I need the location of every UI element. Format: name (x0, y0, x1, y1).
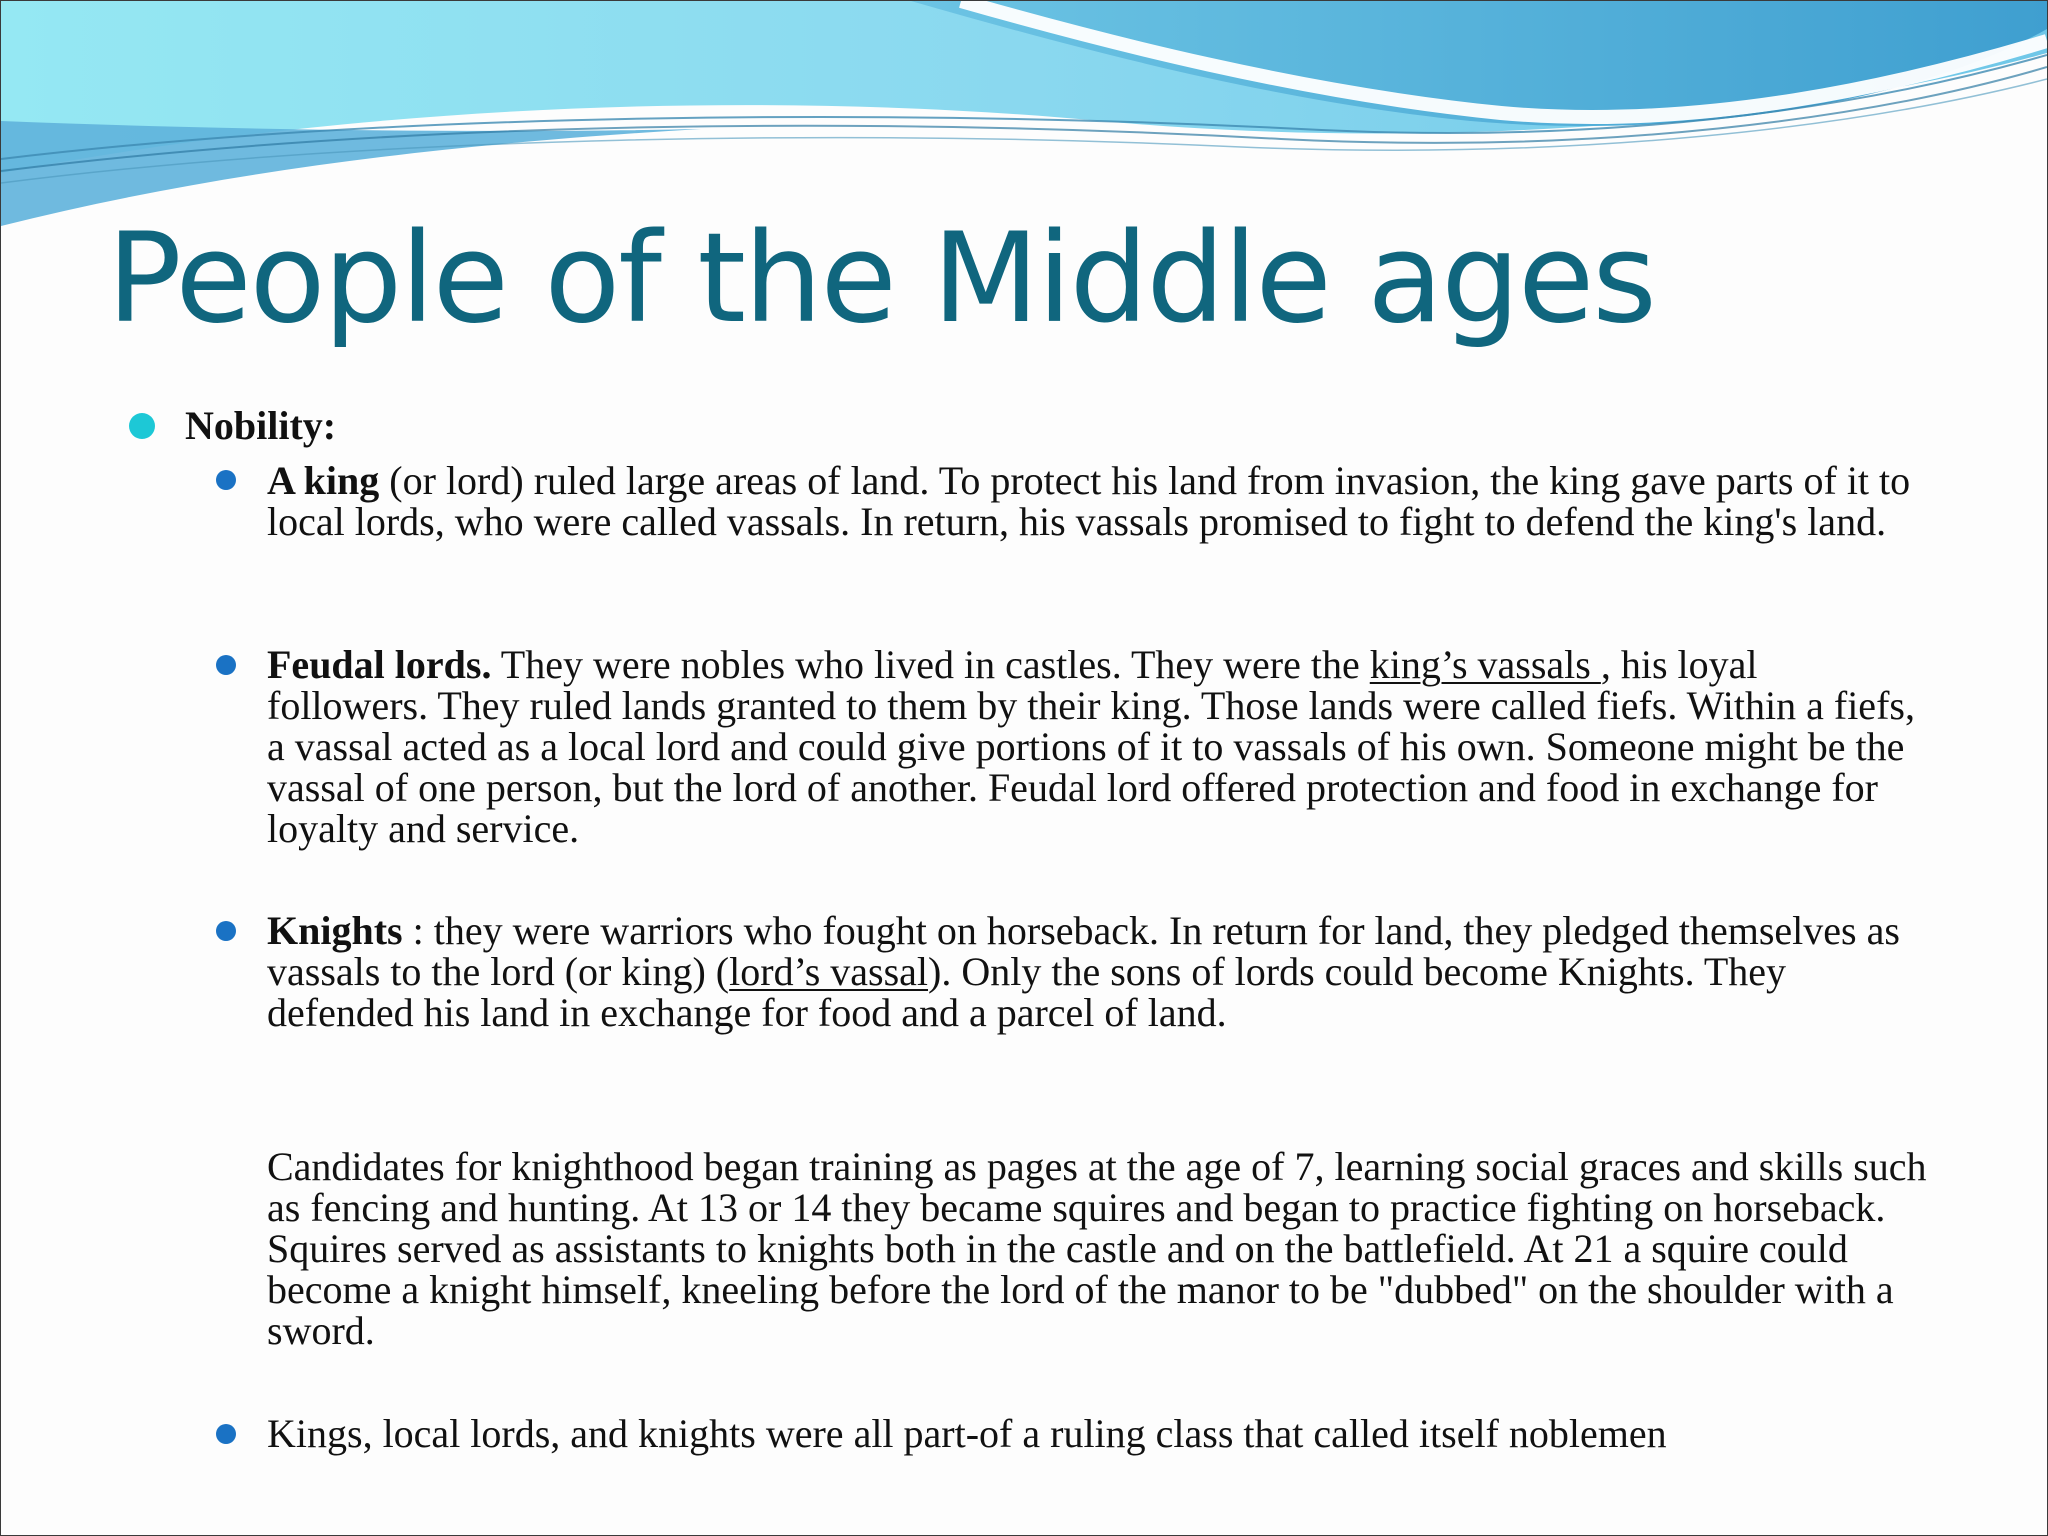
knighthood-paragraph (267, 1146, 1927, 1351)
point-feudal-lords-term: Feudal lords. (267, 642, 492, 687)
level2-bullet (216, 1424, 236, 1444)
point-feudal-lords (267, 644, 1927, 849)
section-heading-nobility: Nobility: (185, 403, 337, 448)
level2-bullet (216, 921, 236, 941)
level2-bullet (216, 655, 236, 675)
lords-vassal-underlined: lord’s vassal (729, 949, 929, 994)
point-knights (267, 910, 1927, 1033)
point-king-text: (or lord) ruled large areas of land. To protect his land from invasion, the king gave parts of it to local lords, who were called vassals. In return, his vassals promised to fight to defend the king's land. (267, 458, 1911, 544)
point-noblemen-text: Kings, local lords, and knights were all part-of a ruling class that called itself noblemen (267, 1411, 1667, 1456)
level2-bullet (216, 470, 236, 490)
point-feudal-lords-text-2: , his loyal followers. They ruled lands granted to them by their king. Those lands were called fiefs. Within a fiefs, a vassal acted as a local lord and could give portions of it to vassals of his own. Someone might be the vassal of one person, but the lord of another. Feudal lord offered protection and food in exchange for loyalty and service. (267, 642, 1915, 851)
level1-bullet (129, 413, 155, 439)
point-feudal-lords-text-1: They were nobles who lived in castles. They were the (491, 642, 1370, 687)
header-wave-decoration (1, 1, 2047, 241)
knighthood-paragraph-text: Candidates for knighthood began training as pages at the age of 7, learning social graces and skills such as fencing and hunting. At 13 or 14 they became squires and began to practice fighting on horseback. Squires served as assistants to knights both in the castle and on the battlefield. At 21 a squire could become a knight himself, kneeling before the lord of the manor to be "dubbed" on the shoulder with a sword. (267, 1144, 1927, 1353)
point-knights-text-2: ). Only the sons of lords could become Knights. They defended his land in exchange for food and a parcel of land. (267, 949, 1787, 1035)
point-king (267, 460, 1927, 542)
slide-title: People of the Middle ages (107, 207, 1655, 351)
point-king-term: A king (267, 458, 380, 503)
point-noblemen (267, 1413, 1927, 1454)
point-knights-term: Knights (267, 908, 403, 953)
kings-vassals-underlined: king’s vassals (1369, 642, 1601, 687)
point-knights-text-1: : they were warriors who fought on horseback. In return for land, they pledged themselves as vassals to the lord (or king) ( (267, 908, 1900, 994)
